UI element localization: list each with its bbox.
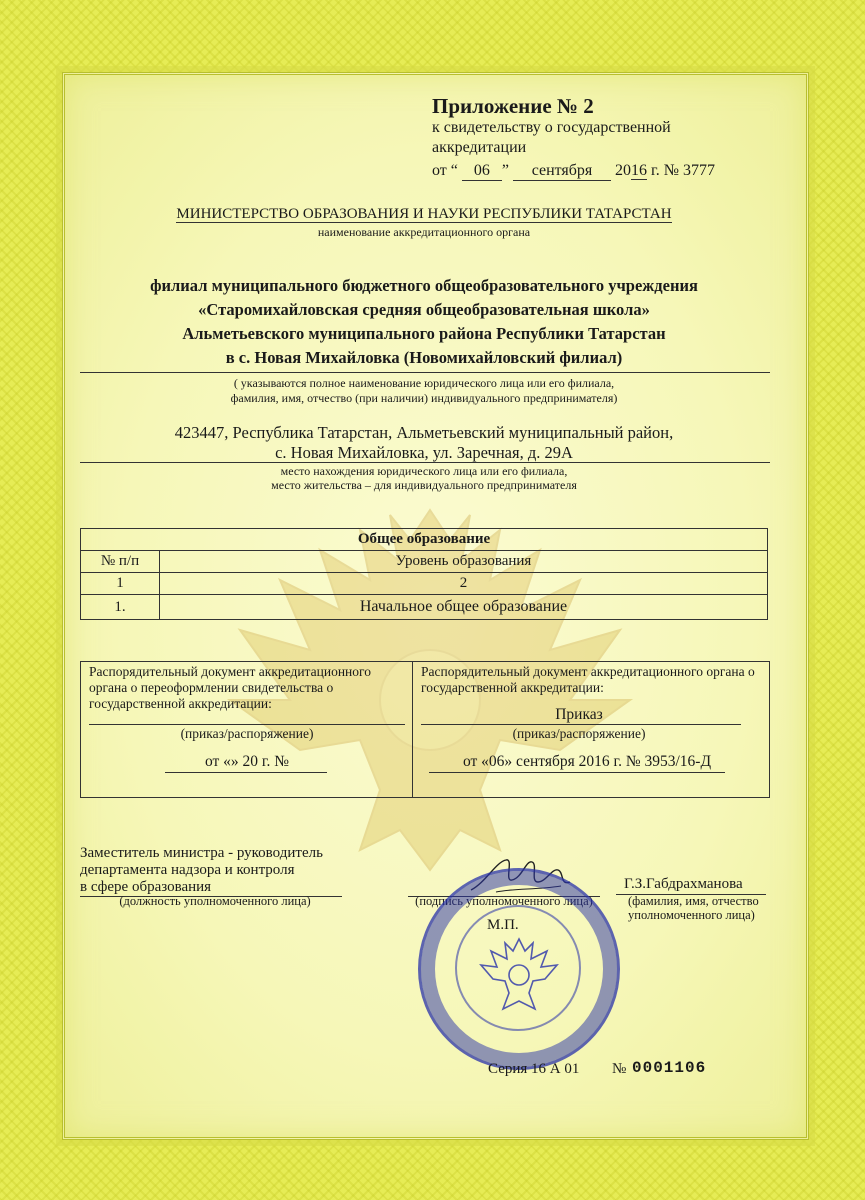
- doc-left-caption: (приказ/распоряжение): [180, 726, 314, 741]
- doc-right-date-underline: [429, 772, 725, 773]
- authority-name-text: МИНИСТЕРСТВО ОБРАЗОВАНИЯ И НАУКИ РЕСПУБЛИКИ ТАТАРСТАН: [176, 206, 672, 222]
- organization-caption-line1: ( указываются полное наименование юридического лица или его филиала,: [233, 376, 615, 390]
- name-caption-line2: уполномоченного лица): [628, 908, 755, 922]
- date-quote-close: ”: [501, 162, 509, 179]
- date-year-suffix: 16: [631, 162, 647, 179]
- blank-number: 0001106: [632, 1059, 707, 1077]
- appendix-subtitle-line1: к свидетельству о государственной: [432, 119, 671, 136]
- documents-box: [80, 661, 770, 798]
- address-underline: [80, 462, 770, 463]
- official-seal: [418, 868, 620, 1070]
- table-header-number: № п/п: [81, 551, 160, 573]
- signer-position-line3: в сфере образования: [80, 879, 212, 895]
- documents-divider: [412, 662, 413, 797]
- doc-right-order: Приказ: [555, 706, 603, 723]
- stamp-label: М.П.: [487, 917, 519, 933]
- organization-underline: [80, 372, 770, 373]
- organization-line1: филиал муниципального бюджетного общеобразовательного учреждения: [150, 276, 698, 295]
- table-row: [81, 573, 768, 595]
- table-cell: 1.: [81, 595, 160, 620]
- address-line2: с. Новая Михайловка, ул. Заречная, д. 29А: [275, 443, 573, 462]
- doc-right-caption: (приказ/распоряжение): [512, 726, 646, 741]
- table-title: Общее образование: [81, 529, 768, 551]
- name-caption-line1: (фамилия, имя, отчество: [628, 894, 759, 908]
- table-cell: Начальное общее образование: [160, 595, 768, 620]
- organization-line4: в с. Новая Михайловка (Новомихайловский филиал): [225, 348, 623, 367]
- education-table: [80, 528, 768, 620]
- doc-right-underline: [421, 724, 741, 725]
- table-cell: 1: [81, 573, 160, 595]
- date-year-prefix: 20: [615, 162, 631, 179]
- position-caption: (должность уполномоченного лица): [119, 894, 311, 908]
- signer-position-line1: Заместитель министра - руководитель: [80, 845, 323, 861]
- appendix-title: Приложение № 2: [432, 94, 594, 118]
- table-row: [81, 529, 768, 551]
- authority-caption: наименование аккредитационного органа: [317, 225, 531, 239]
- table-cell: 2: [160, 573, 768, 595]
- doc-right-title: Распорядительный документ аккредитационного органа о государственной аккредитации:: [421, 664, 755, 695]
- signer-name: Г.З.Габдрахманова: [624, 876, 743, 892]
- organization-line2: «Старомихайловская средняя общеобразовательная школа»: [198, 300, 650, 319]
- appendix-date: [432, 162, 715, 181]
- doc-right-date: от «06» сентября 2016 г. № 3953/16-Д: [462, 753, 712, 770]
- doc-left-date-underline: [165, 772, 327, 773]
- number-symbol: №: [612, 1061, 627, 1077]
- seal-eagle-icon: [473, 931, 565, 1017]
- date-day: 06: [462, 162, 502, 181]
- authority-name: [80, 206, 768, 223]
- organization-line3: Альметьевского муниципального района Республики Татарстан: [182, 324, 666, 343]
- table-row: [81, 595, 768, 620]
- series-label: Серия 16 А 01: [488, 1061, 580, 1077]
- address-caption-line2: место жительства – для индивидуального предпринимателя: [271, 478, 577, 492]
- address-caption-line1: место нахождения юридического лица или его филиала,: [280, 464, 568, 478]
- date-prefix: от “: [432, 162, 458, 179]
- date-month: сентября: [513, 162, 611, 181]
- number-prefix: г. №: [651, 162, 680, 179]
- table-header-level: Уровень образования: [160, 551, 768, 573]
- signature-caption: (подпись уполномоченного лица): [415, 894, 593, 908]
- address-line1: 423447, Республика Татарстан, Альметьевский муниципальный район,: [174, 423, 674, 442]
- certificate-number: 3777: [683, 162, 716, 179]
- organization-caption-line2: фамилия, имя, отчество (при наличии) индивидуального предпринимателя): [230, 391, 618, 405]
- doc-left-underline: [89, 724, 405, 725]
- signer-position-line2: департамента надзора и контроля: [80, 862, 295, 878]
- table-row: [81, 551, 768, 573]
- doc-left-title: Распорядительный документ аккредитационного органа о переоформлении свидетельства о государственной аккредитации:: [89, 664, 371, 711]
- appendix-subtitle-line2: аккредитации: [432, 139, 527, 156]
- doc-left-date: от «» 20 г. №: [204, 753, 290, 770]
